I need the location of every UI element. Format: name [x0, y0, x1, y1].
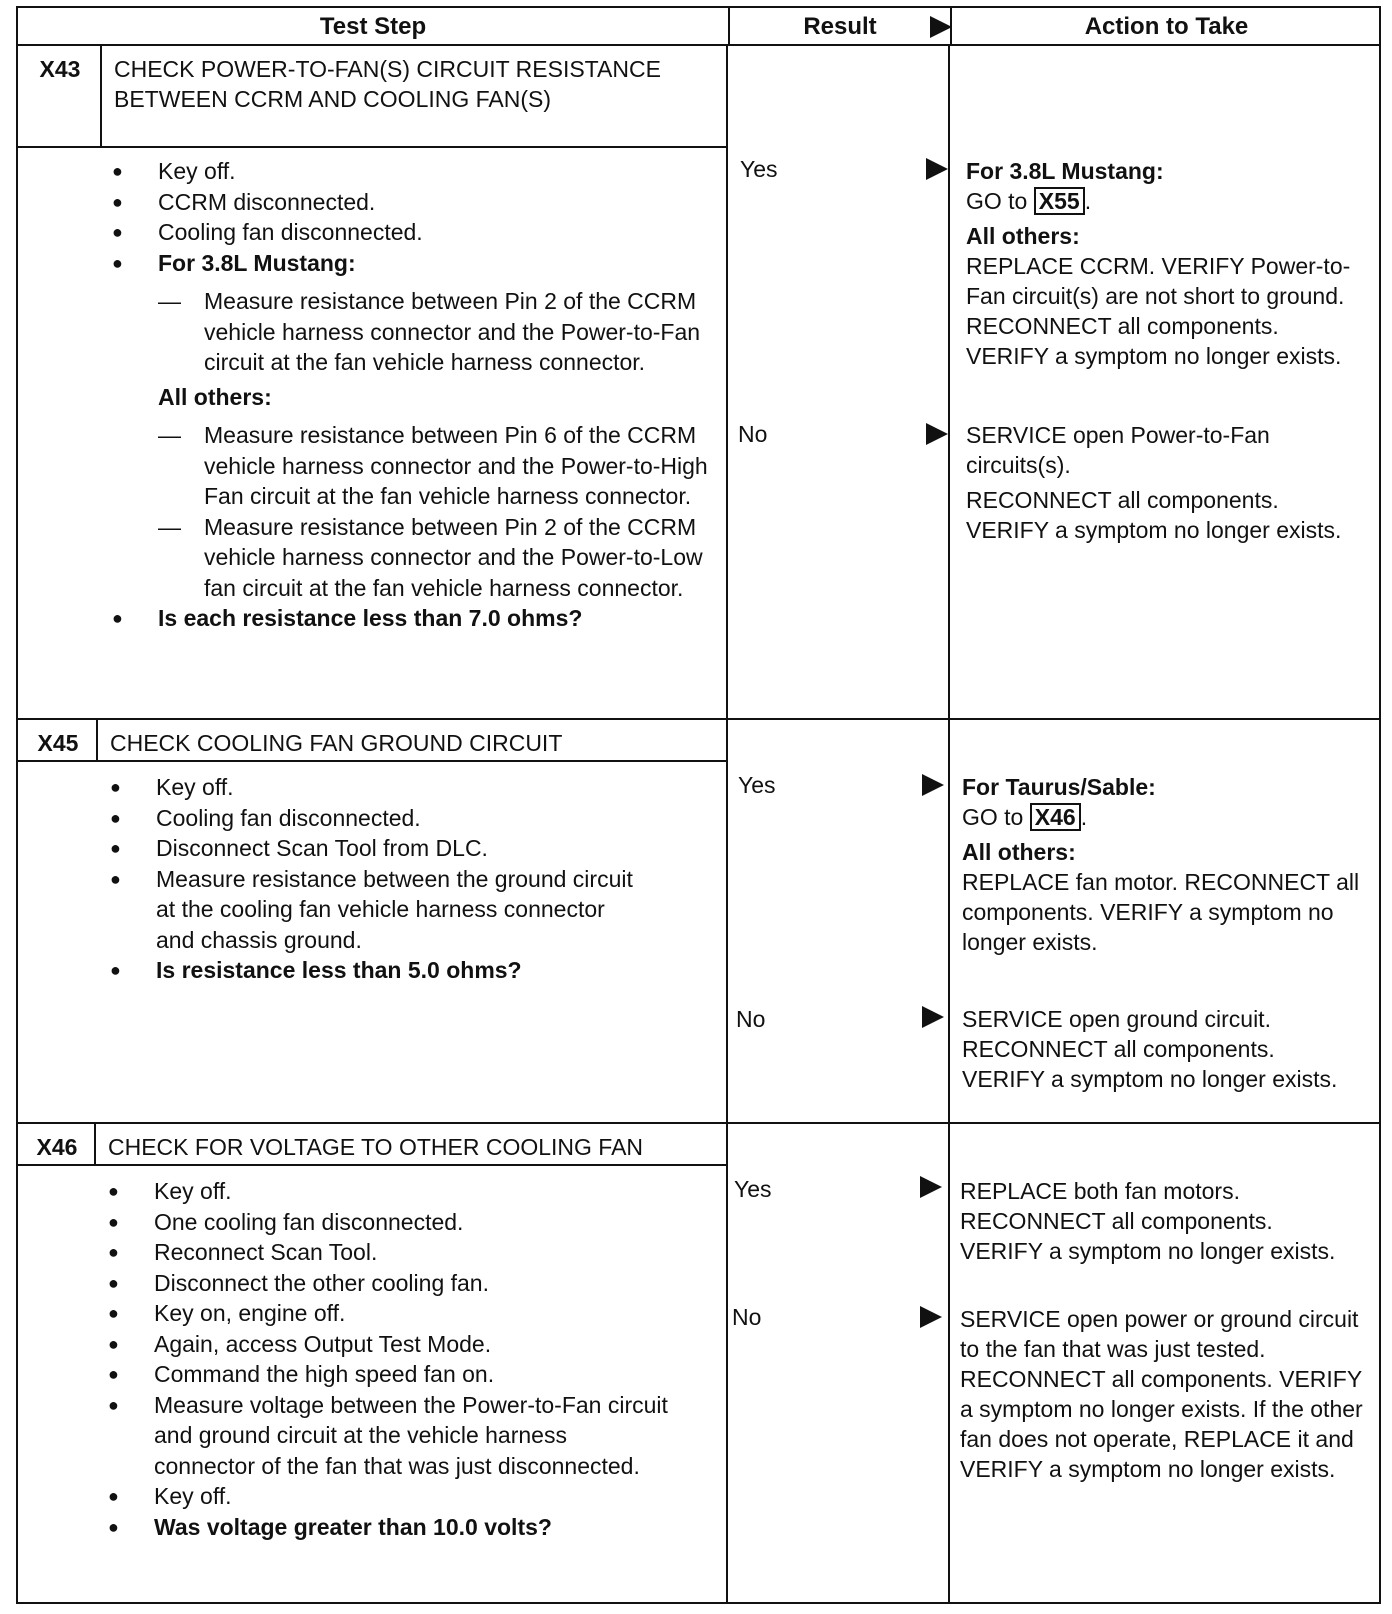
procedure-bullet: ● Key off.: [110, 772, 710, 803]
procedure-question: ● Is resistance less than 5.0 ohms?: [110, 955, 710, 986]
result-no: No: [736, 1006, 766, 1032]
step-title-underline: [16, 146, 728, 148]
step-procedure: [110, 772, 710, 986]
procedure-bullet: ● Key off.: [108, 1481, 708, 1512]
step-title: CHECK COOLING FAN GROUND CIRCUIT: [110, 730, 563, 756]
procedure-bullet: ● Measure voltage between the Power-to-Fan circuit and ground circuit at the vehicle harness connector of the fan that was just disconnected.: [108, 1390, 674, 1482]
action-heading: For 3.8L Mustang:: [966, 158, 1164, 184]
action-goto: GO to X55 .: [966, 188, 1092, 214]
procedure-bullet: ● For 3.8L Mustang:: [112, 248, 712, 279]
result-no: No: [732, 1304, 762, 1330]
action-text: RECONNECT all components. VERIFY a symptom no longer exists.: [966, 487, 1342, 543]
action-no: [960, 1304, 1370, 1484]
procedure-substep: — Measure resistance between Pin 2 of the CCRM vehicle harness connector and the Power-to-Fan circuit at the fan vehicle harness connector.: [158, 286, 712, 378]
step-procedure: [108, 1176, 708, 1542]
goto-step-x46[interactable]: X46: [1030, 803, 1081, 831]
step-title: CHECK FOR VOLTAGE TO OTHER COOLING FAN: [108, 1134, 644, 1160]
header-action: Action to Take: [1084, 13, 1249, 40]
diagnostic-table: [16, 6, 1381, 1606]
step-title: CHECK POWER-TO-FAN(S) CIRCUIT RESISTANCE BETWEEN CCRM AND COOLING FAN(S): [114, 56, 661, 112]
step-id: X46: [36, 1134, 78, 1160]
procedure-bullet: ● Key off.: [112, 156, 712, 187]
result-arrow-icon: [920, 1176, 942, 1198]
step-title-underline: [16, 760, 728, 762]
procedure-question: ● Was voltage greater than 10.0 volts?: [108, 1512, 708, 1543]
action-text: SERVICE open power or ground circuit to the fan that was just tested. RECONNECT all components. VERIFY a symptom no longer exists. If the other fan does not operate, REPLACE it and VERIFY a symptom no longer exists.: [960, 1306, 1363, 1482]
procedure-bullet: ● Command the high speed fan on.: [108, 1359, 708, 1390]
action-text: SERVICE open Power-to-Fan circuits(s).: [966, 422, 1270, 478]
procedure-subheading: All others:: [158, 383, 272, 410]
procedure-bullet: ● Cooling fan disconnected.: [110, 803, 710, 834]
procedure-bullet: ● Cooling fan disconnected.: [112, 217, 712, 248]
result-no: No: [738, 421, 768, 447]
column-divider-action: [948, 44, 950, 1604]
procedure-bullet: ● Key on, engine off.: [108, 1298, 708, 1329]
procedure-question: ● Is each resistance less than 7.0 ohms?: [112, 603, 712, 634]
goto-step-x55[interactable]: X55: [1034, 187, 1085, 215]
procedure-bullet: ● CCRM disconnected.: [112, 187, 712, 218]
result-yes: Yes: [738, 772, 776, 798]
goto-label: GO to: [966, 188, 1028, 214]
action-heading: All others:: [962, 839, 1076, 865]
action-yes: [962, 772, 1362, 957]
column-divider-result: [726, 44, 728, 1604]
header-test-step: Test Step: [319, 13, 427, 40]
procedure-bullet: ● One cooling fan disconnected.: [108, 1207, 708, 1238]
procedure-substep: — Measure resistance between Pin 6 of the CCRM vehicle harness connector and the Power-to-High Fan circuit at the fan vehicle harness connector.: [158, 420, 712, 512]
step-title-underline: [16, 1164, 728, 1166]
result-yes: Yes: [734, 1176, 772, 1202]
procedure-bullet: ● Key off.: [108, 1176, 708, 1207]
action-no: [966, 420, 1361, 545]
action-goto: GO to X46 .: [962, 804, 1088, 830]
action-heading: All others:: [966, 223, 1080, 249]
goto-label: GO to: [962, 804, 1024, 830]
result-arrow-icon: [920, 1306, 942, 1328]
action-text: SERVICE open ground circuit. RECONNECT all components. VERIFY a symptom no longer exists.: [962, 1006, 1338, 1092]
result-arrow-icon: [922, 774, 944, 796]
action-heading: For Taurus/Sable:: [962, 774, 1156, 800]
header-result: Result: [803, 13, 877, 40]
result-arrow-icon: [922, 1006, 944, 1028]
table-header: [16, 6, 1381, 46]
step-id: X43: [39, 56, 81, 82]
header-arrow-icon: [930, 16, 952, 38]
action-text: REPLACE both fan motors. RECONNECT all components. VERIFY a symptom no longer exists.: [960, 1178, 1336, 1264]
row-divider: [16, 718, 1381, 720]
step-id-divider: [100, 44, 102, 148]
procedure-bullet: ● Reconnect Scan Tool.: [108, 1237, 708, 1268]
action-text: REPLACE CCRM. VERIFY Power-to-Fan circuit(s) are not short to ground. RECONNECT all components. VERIFY a symptom no longer exists.: [966, 253, 1351, 369]
step-id-divider: [96, 718, 98, 762]
step-procedure: [112, 156, 712, 634]
procedure-bullet: ● Disconnect Scan Tool from DLC.: [110, 833, 710, 864]
action-text: REPLACE fan motor. RECONNECT all components. VERIFY a symptom no longer exists.: [962, 869, 1360, 955]
result-yes: Yes: [740, 156, 778, 182]
step-id: X45: [37, 730, 79, 756]
action-yes: [960, 1176, 1360, 1266]
action-no: [962, 1004, 1362, 1094]
action-yes: [966, 156, 1366, 371]
procedure-bullet: ● Disconnect the other cooling fan.: [108, 1268, 708, 1299]
result-arrow-icon: [926, 158, 948, 180]
procedure-bullet: ● Again, access Output Test Mode.: [108, 1329, 708, 1360]
step-id-divider: [94, 1122, 96, 1166]
procedure-bullet: ● Measure resistance between the ground circuit at the cooling fan vehicle harness connector and chassis ground.: [110, 864, 636, 956]
row-divider: [16, 1122, 1381, 1124]
procedure-substep: — Measure resistance between Pin 2 of the CCRM vehicle harness connector and the Power-to-Low fan circuit at the fan vehicle harness connector.: [158, 512, 712, 604]
result-arrow-icon: [926, 423, 948, 445]
